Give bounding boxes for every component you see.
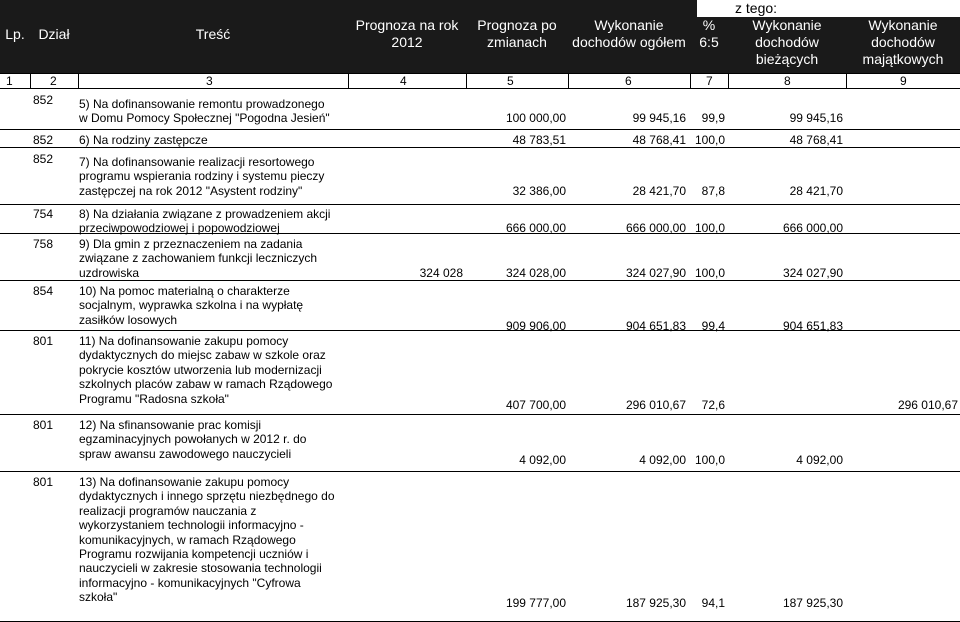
row-wykonanie-biezace: 99 945,16 bbox=[789, 111, 843, 126]
col-header-procent: % 6:5 bbox=[699, 17, 719, 50]
row-procent: 100,0 bbox=[694, 133, 725, 147]
row-wykonanie-ogolem: 296 010,67 bbox=[625, 397, 686, 412]
row-wykonanie-biezace: 324 027,90 bbox=[782, 265, 843, 280]
col-number: 1 bbox=[6, 74, 13, 88]
row-dzial: 758 bbox=[33, 237, 54, 251]
row-wykonanie-biezace: 666 000,00 bbox=[782, 221, 843, 236]
col-header-wykonanie-majatkowe: Wykonanie dochodów majątkowych bbox=[862, 17, 944, 67]
row-procent: 72,6 bbox=[701, 397, 725, 412]
row-procent: 99,9 bbox=[701, 111, 725, 126]
row-wykonanie-ogolem: 48 768,41 bbox=[632, 133, 686, 147]
row-wykonanie-majatkowe: 296 010,67 bbox=[897, 397, 958, 412]
row-tresc: 7) Na dofinansowanie realizacji resortowego programu wspierania rodziny i systemu pieczy zastępczej na rok 2012 "Asystent rodziny" bbox=[79, 155, 325, 198]
row-prognoza-po: 32 386,00 bbox=[512, 183, 566, 198]
row-wykonanie-biezace: 48 768,41 bbox=[789, 133, 843, 147]
row-wykonanie-biezace: 187 925,30 bbox=[782, 596, 843, 611]
row-prognoza-po: 199 777,00 bbox=[505, 596, 566, 611]
row-tresc: 8) Na działania związane z prowadzeniem akcji przeciwpowodziowej i popowodziowej bbox=[79, 207, 331, 236]
row-wykonanie-ogolem: 28 421,70 bbox=[632, 183, 686, 198]
divider bbox=[690, 73, 691, 88]
col-header-tresc: Treść bbox=[195, 26, 231, 42]
row-tresc: 11) Na dofinansowanie zakupu pomocy dydaktycznych do miejsc zabaw w szkole oraz pokrycie kosztów utworzenia lub modernizacji szkolnych placów zabaw w ramach Rządowego Programu "Radosna szkoła" bbox=[79, 334, 333, 406]
col-header-prognoza-rok: Prognoza na rok 2012 bbox=[355, 17, 459, 50]
col-header-wykonanie-biezace: Wykonanie dochodów bieżących bbox=[752, 17, 822, 67]
divider bbox=[30, 73, 31, 88]
row-tresc: 12) Na sfinansowanie prac komisji egzaminacyjnych powołanych w 2012 r. do spraw awansu zawodowego nauczycieli bbox=[79, 418, 307, 461]
col-number: 2 bbox=[50, 74, 57, 88]
row-wykonanie-ogolem: 187 925,30 bbox=[625, 596, 686, 611]
row-prognoza-po: 909 906,00 bbox=[505, 318, 566, 333]
row-procent: 94,1 bbox=[701, 596, 725, 611]
row-wykonanie-ogolem: 324 027,90 bbox=[625, 265, 686, 280]
divider bbox=[0, 88, 960, 89]
row-procent: 99,4 bbox=[701, 318, 725, 333]
row-prognoza-po: 100 000,00 bbox=[505, 111, 566, 126]
divider bbox=[728, 73, 729, 88]
col-number: 8 bbox=[784, 74, 791, 88]
col-number: 6 bbox=[625, 74, 632, 88]
row-divider bbox=[0, 129, 960, 130]
row-dzial: 854 bbox=[33, 284, 54, 298]
col-number: 5 bbox=[507, 74, 514, 88]
row-dzial: 801 bbox=[33, 334, 54, 348]
col-number: 4 bbox=[400, 74, 407, 88]
z-tego-text: z tego: bbox=[735, 0, 778, 16]
col-header-wykonanie-ogolem: Wykonanie dochodów ogółem bbox=[572, 17, 686, 50]
divider bbox=[0, 73, 960, 74]
row-prognoza-rok: 324 028 bbox=[419, 265, 463, 280]
row-dzial: 852 bbox=[33, 93, 54, 107]
divider bbox=[348, 73, 349, 88]
col-header-prognoza-po: Prognoza po zmianach bbox=[477, 17, 557, 50]
row-tresc: 5) Na dofinansowanie remontu prowadzonego w Domu Pomocy Społecznej "Pogodna Jesień" bbox=[79, 97, 330, 126]
col-number: 3 bbox=[206, 74, 213, 88]
col-number: 9 bbox=[900, 74, 907, 88]
row-dzial: 801 bbox=[33, 418, 54, 432]
row-procent: 87,8 bbox=[701, 183, 725, 198]
row-wykonanie-ogolem: 4 092,00 bbox=[639, 452, 686, 467]
row-prognoza-po: 407 700,00 bbox=[505, 397, 566, 412]
row-dzial: 852 bbox=[33, 133, 54, 147]
row-divider bbox=[0, 471, 960, 472]
row-prognoza-po: 324 028,00 bbox=[505, 265, 566, 280]
row-divider bbox=[0, 204, 960, 205]
row-wykonanie-biezace: 4 092,00 bbox=[796, 452, 843, 467]
row-tresc: 6) Na rodziny zastępcze bbox=[79, 133, 208, 147]
row-wykonanie-ogolem: 99 945,16 bbox=[632, 111, 686, 126]
row-procent: 100,0 bbox=[694, 265, 725, 280]
row-wykonanie-biezace: 28 421,70 bbox=[789, 183, 843, 198]
row-procent: 100,0 bbox=[694, 452, 725, 467]
row-prognoza-po: 48 783,51 bbox=[512, 133, 566, 147]
row-wykonanie-ogolem: 666 000,00 bbox=[625, 221, 686, 236]
col-number: 7 bbox=[706, 74, 713, 88]
divider bbox=[466, 73, 467, 88]
row-prognoza-po: 666 000,00 bbox=[505, 221, 566, 236]
col-header-lp: Lp. bbox=[5, 26, 25, 42]
row-dzial: 801 bbox=[33, 475, 54, 489]
divider bbox=[568, 73, 569, 88]
row-wykonanie-ogolem: 904 651,83 bbox=[625, 318, 686, 333]
row-dzial: 852 bbox=[33, 152, 54, 166]
row-dzial: 754 bbox=[33, 207, 54, 221]
row-tresc: 10) Na pomoc materialną o charakterze socjalnym, wyprawka szkolna i na wypłatę zasiłków losowych bbox=[79, 284, 304, 327]
divider bbox=[78, 73, 79, 88]
row-prognoza-po: 4 092,00 bbox=[519, 452, 566, 467]
row-wykonanie-biezace: 904 651,83 bbox=[782, 318, 843, 333]
row-tresc: 13) Na dofinansowanie zakupu pomocy dydaktycznych i innego sprzętu niezbędnego do realizacji programów nauczania z wykorzystaniem technologii informacyjno - komunikacyjnych, w ramach Rządowego Programu rozwijania kompetencji uczniów i nauczycieli w zakresie stosowania technologii informacyjno - komunikacyjnych "Cyfrowa szkoła" bbox=[79, 475, 335, 605]
row-procent: 100,0 bbox=[694, 221, 725, 236]
row-divider bbox=[0, 414, 960, 415]
col-header-dzial: Dział bbox=[38, 26, 70, 42]
row-tresc: 9) Dla gmin z przeznaczeniem na zadania związane z zachowaniem funkcji leczniczych uzdrowiska bbox=[79, 237, 318, 280]
divider bbox=[846, 73, 847, 88]
z-tego-label bbox=[697, 0, 960, 17]
